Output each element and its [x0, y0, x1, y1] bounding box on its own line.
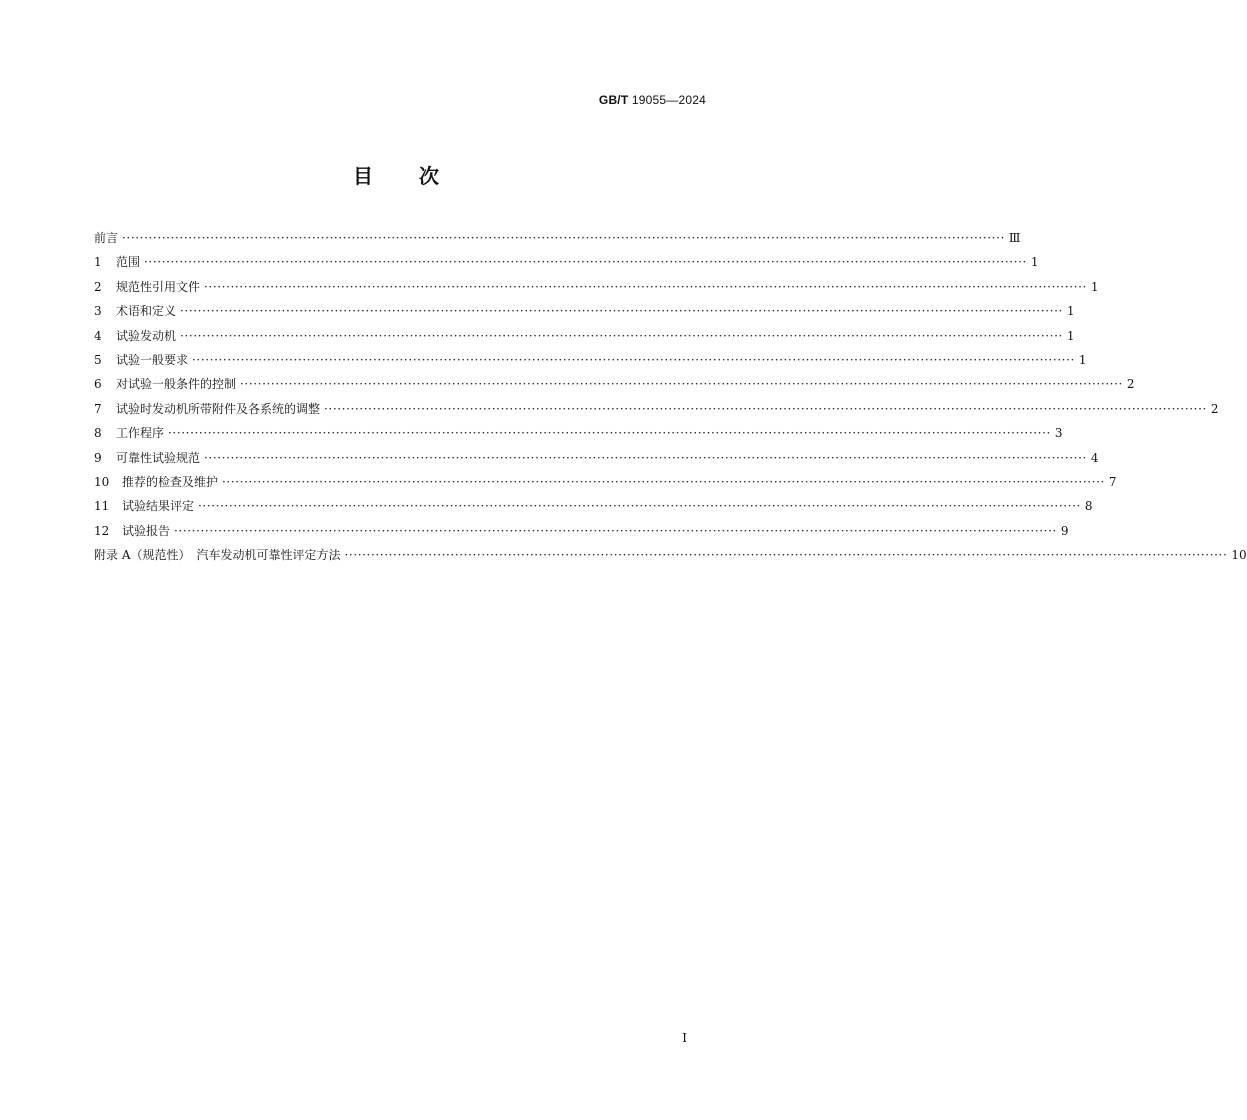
dot-leader: ········································································································································································································ [180, 328, 1063, 343]
toc-entry-page: 1 [1078, 352, 1087, 367]
toc-entry-foreword[interactable] [94, 226, 1021, 250]
toc-entry-page: 1 [1030, 255, 1039, 270]
toc-entry-label: 附录 A（规范性） 汽车发动机可靠性评定方法 [94, 548, 341, 563]
toc-entry-number: 6 [94, 377, 102, 392]
toc-entry-number: 11 [94, 499, 110, 514]
dot-leader: ········································································································································································································ [222, 474, 1105, 489]
page-number: I [682, 1031, 687, 1045]
dot-leader: ········································································································································································································ [240, 377, 1123, 392]
toc-title-char-1: 目 [353, 164, 373, 188]
dot-leader: ········································································································································································································ [174, 523, 1057, 538]
toc-entry-number: 12 [94, 523, 110, 538]
toc-entry-number: 9 [94, 450, 102, 465]
dot-leader: ········································································································································································································ [180, 304, 1063, 319]
standard-prefix: GB/T [598, 93, 629, 107]
toc-entry-2[interactable] [94, 275, 1099, 299]
dot-leader: ········································································································································································································ [204, 279, 1087, 294]
toc-entry-label: 术语和定义 [116, 304, 177, 319]
standard-number [599, 93, 706, 107]
toc-entry-label: 规范性引用文件 [116, 279, 201, 294]
toc-entry-page: 7 [1108, 474, 1117, 489]
dot-leader: ········································································································································································································ [324, 401, 1207, 416]
dot-leader: ········································································································································································································ [122, 231, 1005, 245]
toc-entry-number: 10 [94, 474, 110, 489]
toc-entry-label: 试验报告 [122, 523, 171, 538]
toc-entry-label: 试验发动机 [116, 328, 177, 343]
dot-leader: ········································································································································································································ [198, 499, 1081, 514]
toc-entry-10[interactable] [94, 470, 1117, 494]
dot-leader: ········································································································································································································ [344, 548, 1228, 563]
toc-entry-label: 试验一般要求 [116, 352, 189, 367]
toc-entry-number: 1 [94, 255, 102, 270]
toc-entry-page: 1 [1066, 328, 1075, 343]
toc-entry-number: 4 [94, 328, 102, 343]
toc-entry-page: 9 [1060, 523, 1069, 538]
toc-entry-page: 1 [1066, 304, 1075, 319]
toc-entry-page: 4 [1090, 450, 1099, 465]
table-of-contents [94, 226, 1247, 567]
toc-entry-label: 范围 [116, 255, 141, 270]
toc-entry-number: 2 [94, 279, 102, 294]
toc-entry-number: 7 [94, 401, 102, 416]
dot-leader: ········································································································································································································ [192, 352, 1075, 367]
toc-entry-number: 3 [94, 304, 102, 319]
toc-entry-number: 8 [94, 426, 102, 441]
standard-code: 19055—2024 [631, 93, 706, 107]
toc-entry-number: 5 [94, 352, 102, 367]
toc-entry-label: 前言 [94, 231, 119, 245]
toc-entry-annex-a[interactable] [94, 543, 1247, 567]
toc-entry-page: 8 [1084, 499, 1093, 514]
toc-entry-label: 可靠性试验规范 [116, 450, 201, 465]
toc-entry-page: 2 [1126, 377, 1135, 392]
toc-entry-page: 2 [1210, 401, 1219, 416]
toc-entry-label: 试验结果评定 [122, 499, 195, 514]
toc-entry-page: Ⅲ [1008, 231, 1021, 245]
toc-title-char-2: 次 [419, 164, 439, 188]
toc-entry-label: 工作程序 [116, 426, 165, 441]
dot-leader: ········································································································································································································ [168, 426, 1051, 441]
toc-entry-label: 对试验一般条件的控制 [116, 377, 237, 392]
toc-entry-page: 3 [1054, 426, 1063, 441]
toc-entry-1[interactable] [94, 250, 1039, 274]
toc-entry-label: 试验时发动机所带附件及各系统的调整 [116, 401, 321, 416]
toc-entry-page: 1 [1090, 279, 1099, 294]
toc-entry-page: 10 [1231, 548, 1247, 563]
toc-entry-12[interactable] [94, 519, 1069, 543]
toc-entry-label: 推荐的检查及维护 [122, 474, 219, 489]
toc-entry-11[interactable] [94, 494, 1093, 518]
dot-leader: ········································································································································································································ [144, 255, 1027, 270]
toc-entry-3[interactable] [94, 299, 1075, 323]
toc-entry-8[interactable] [94, 421, 1063, 445]
toc-entry-7[interactable] [94, 397, 1219, 421]
toc-entry-5[interactable] [94, 348, 1087, 372]
toc-entry-4[interactable] [94, 324, 1075, 348]
dot-leader: ········································································································································································································ [204, 450, 1087, 465]
toc-entry-6[interactable] [94, 372, 1135, 396]
toc-entry-9[interactable] [94, 446, 1099, 470]
toc-title [0, 160, 792, 189]
